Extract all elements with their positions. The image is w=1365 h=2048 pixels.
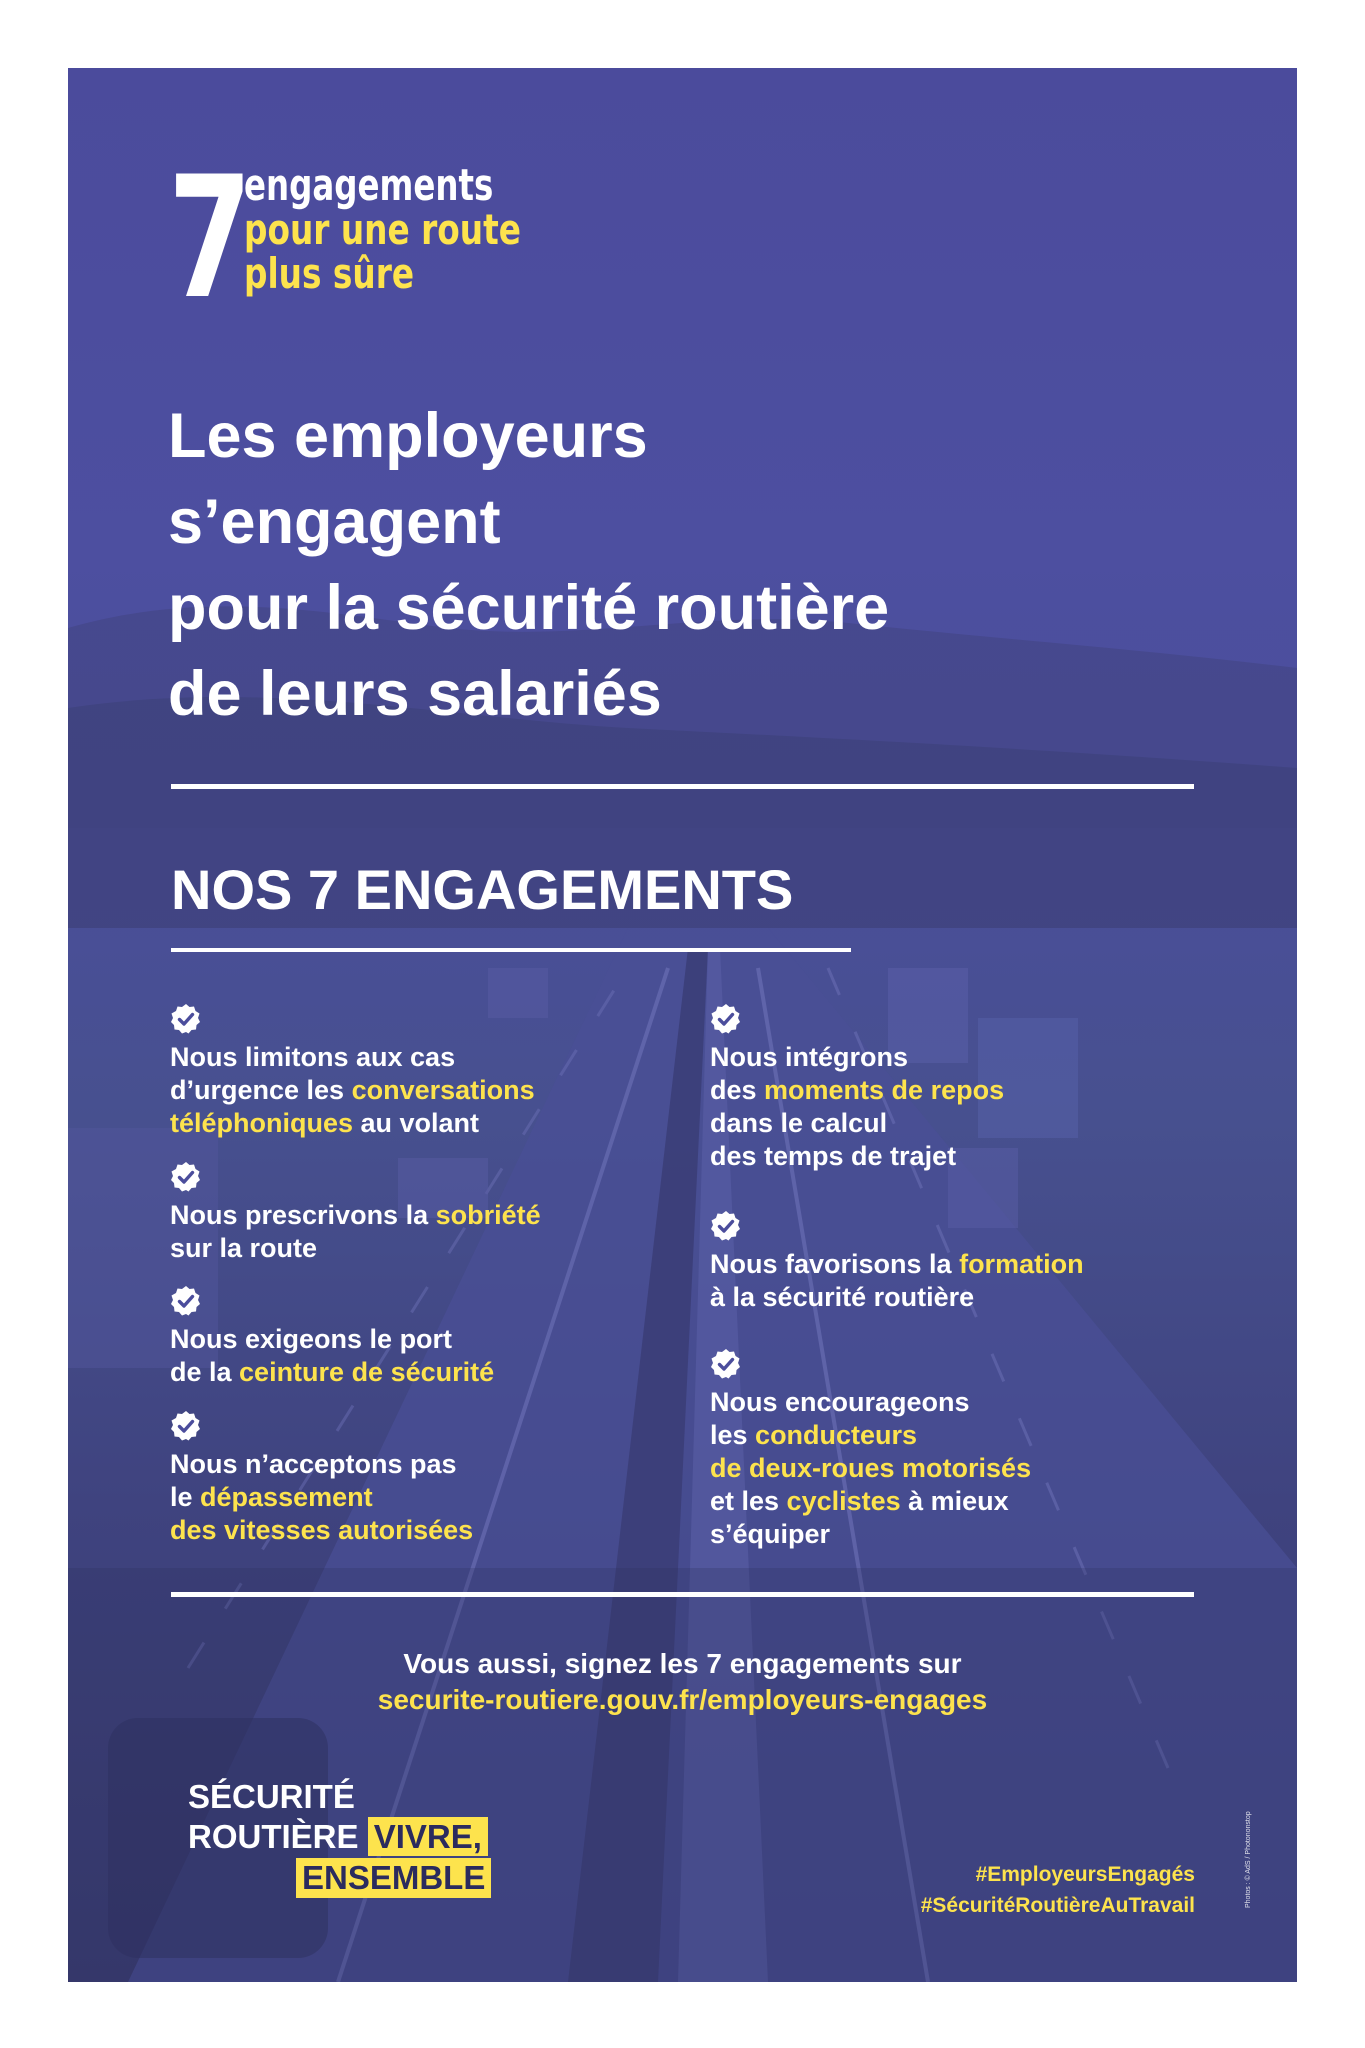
engagement-highlight: moments de repos xyxy=(764,1075,1005,1105)
engagement-highlight: ceinture de sécurité xyxy=(239,1357,495,1387)
engagement-line xyxy=(170,1107,710,1140)
engagement-item xyxy=(170,1285,710,1389)
divider xyxy=(171,948,851,952)
engagement-highlight: sobriété xyxy=(435,1200,541,1230)
engagement-text xyxy=(170,1199,710,1265)
engagement-text xyxy=(710,1386,1250,1551)
engagement-segment: Nous intégrons xyxy=(710,1042,909,1072)
engagement-segment: d’urgence les xyxy=(170,1075,352,1105)
engagement-item xyxy=(710,1210,1250,1314)
engagement-segment: de la xyxy=(170,1357,240,1387)
engagement-line xyxy=(170,1232,710,1265)
engagement-segment: Nous limitons aux cas xyxy=(170,1042,456,1072)
engagement-segment: au volant xyxy=(353,1108,480,1138)
headline-line: de leurs salariés xyxy=(168,659,662,729)
engagement-text xyxy=(170,1448,710,1547)
poster xyxy=(68,68,1297,1982)
engagement-line xyxy=(710,1107,1250,1140)
engagement-line xyxy=(710,1485,1250,1518)
engagement-line xyxy=(170,1448,710,1481)
engagement-segment: le xyxy=(170,1482,201,1512)
section-title: NOS 7 ENGAGEMENTS xyxy=(171,858,794,921)
logo-word-highlight: ENSEMBLE xyxy=(296,1858,491,1898)
engagement-highlight: téléphoniques xyxy=(170,1108,354,1138)
logo-row xyxy=(188,1818,491,1858)
engagement-highlight: conversations xyxy=(351,1075,535,1105)
check-circle-icon xyxy=(170,1161,202,1193)
divider xyxy=(171,1592,1194,1597)
engagement-item xyxy=(710,1348,1250,1551)
engagement-highlight: des vitesses autorisées xyxy=(170,1515,474,1545)
engagement-segment: des xyxy=(710,1075,765,1105)
engagement-segment: Nous n’acceptons pas xyxy=(170,1449,457,1479)
engagement-highlight: conducteurs xyxy=(755,1420,918,1450)
tagline-line-2: plus sûre xyxy=(244,249,415,298)
engagement-text xyxy=(710,1248,1250,1314)
check-circle-icon xyxy=(710,1003,742,1035)
engagement-line xyxy=(170,1356,710,1389)
engagement-segment: Nous favorisons la xyxy=(710,1249,960,1279)
engagement-line xyxy=(170,1199,710,1232)
photo-credit: Photos : © AdS / Photononstop xyxy=(1245,1811,1252,1908)
headline-line: s’engagent xyxy=(168,487,501,557)
securite-routiere-logo xyxy=(188,1778,491,1898)
number-seven: 7 xyxy=(168,140,253,336)
engagement-segment: Nous prescrivons la xyxy=(170,1200,436,1230)
engagement-segment: les xyxy=(710,1420,756,1450)
logo-row xyxy=(188,1858,491,1898)
cta-text: Vous aussi, signez les 7 engagements sur xyxy=(403,1648,962,1679)
hashtags xyxy=(921,1859,1195,1921)
engagement-item xyxy=(170,1161,710,1265)
engagement-line xyxy=(710,1452,1250,1485)
logo-word: ROUTIÈRE xyxy=(188,1818,359,1855)
engagement-segment: à la sécurité routière xyxy=(710,1282,975,1312)
tagline-line-1: pour une route xyxy=(244,205,521,254)
check-circle-icon xyxy=(710,1348,742,1380)
headline-line: pour la sécurité routière xyxy=(168,573,890,643)
engagement-segment: à mieux xyxy=(900,1486,1009,1516)
divider xyxy=(171,784,1194,789)
engagement-segment: dans le calcul xyxy=(710,1108,888,1138)
engagement-line xyxy=(710,1281,1250,1314)
engagement-line xyxy=(170,1041,710,1074)
headline xyxy=(168,393,1188,737)
engagement-line xyxy=(710,1386,1250,1419)
engagement-item xyxy=(710,1003,1250,1173)
cta-link[interactable]: securite-routiere.gouv.fr/employeurs-engages xyxy=(377,1684,988,1715)
engagement-line xyxy=(170,1323,710,1356)
hashtag: #EmployeursEngagés xyxy=(975,1863,1195,1886)
engagement-text xyxy=(710,1041,1250,1173)
engagement-segment: s’équiper xyxy=(710,1519,831,1549)
hashtag: #SécuritéRoutièreAuTravail xyxy=(920,1894,1195,1917)
engagement-highlight: dépassement xyxy=(200,1482,373,1512)
check-circle-icon xyxy=(170,1410,202,1442)
engagement-highlight: de deux-roues motorisés xyxy=(710,1453,1032,1483)
engagements-word: engagements xyxy=(244,160,494,211)
engagement-line xyxy=(710,1041,1250,1074)
engagement-line xyxy=(710,1074,1250,1107)
engagement-line xyxy=(170,1481,710,1514)
engagement-line xyxy=(710,1419,1250,1452)
engagement-line xyxy=(710,1140,1250,1173)
engagement-segment: Nous exigeons le port xyxy=(170,1324,453,1354)
engagement-segment: des temps de trajet xyxy=(710,1141,957,1171)
check-circle-icon xyxy=(170,1285,202,1317)
engagement-segment: et les xyxy=(710,1486,787,1516)
logo-word-highlight: VIVRE, xyxy=(368,1817,488,1856)
headline-line: Les employeurs xyxy=(168,401,648,471)
engagement-text xyxy=(170,1323,710,1389)
engagement-segment: Nous encourageons xyxy=(710,1387,970,1417)
engagement-item xyxy=(170,1003,710,1140)
logo-word: SÉCURITÉ xyxy=(188,1778,355,1815)
check-circle-icon xyxy=(170,1003,202,1035)
engagement-highlight: formation xyxy=(959,1249,1084,1279)
engagement-segment: sur la route xyxy=(170,1233,318,1263)
engagement-item xyxy=(170,1410,710,1547)
engagement-text xyxy=(170,1041,710,1140)
engagement-line xyxy=(170,1514,710,1547)
engagement-line xyxy=(710,1248,1250,1281)
engagement-highlight: cyclistes xyxy=(786,1486,901,1516)
check-circle-icon xyxy=(710,1210,742,1242)
engagement-line xyxy=(710,1518,1250,1551)
engagement-line xyxy=(170,1074,710,1107)
